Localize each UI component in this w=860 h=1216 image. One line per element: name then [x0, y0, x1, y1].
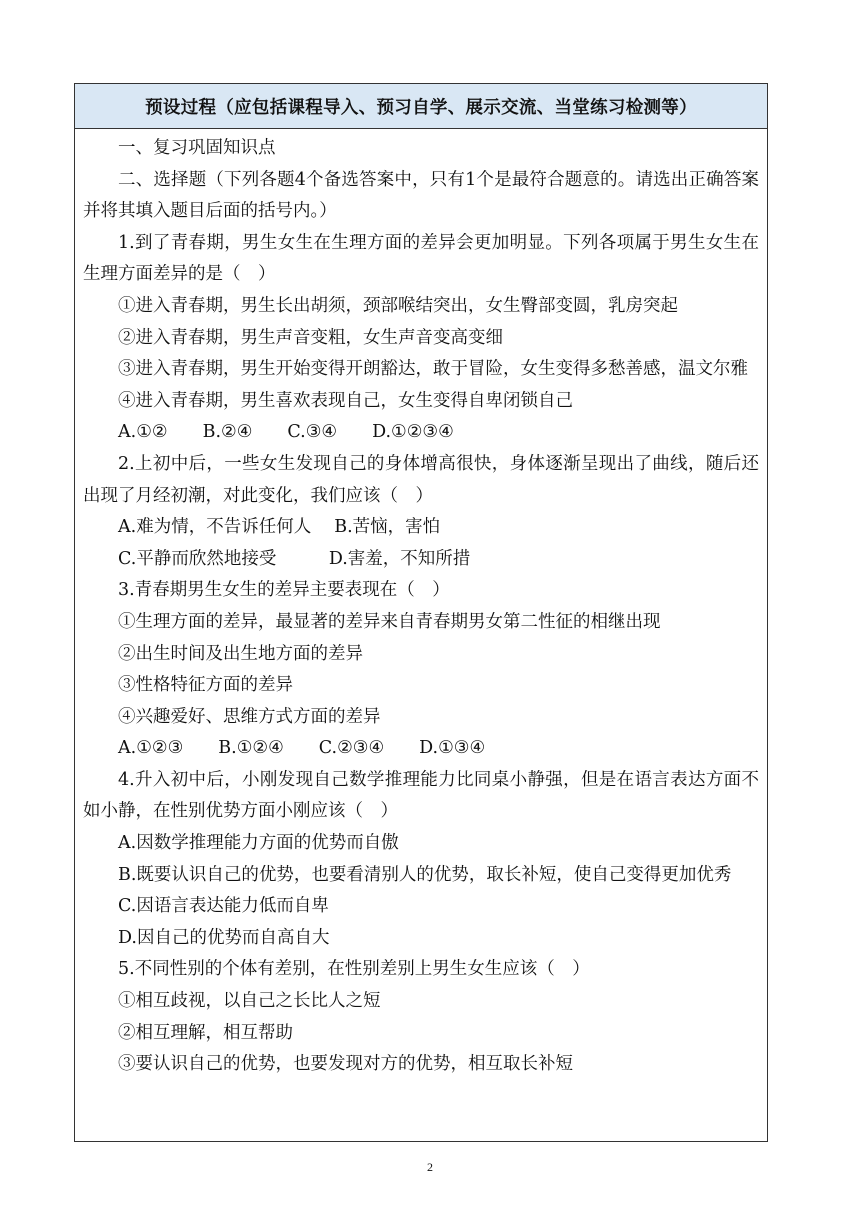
question-3-item-1: ①生理方面的差异，最显著的差异来自青春期男女第二性征的相继出现 — [118, 611, 661, 632]
question-2-options-cd: C.平静而欣然地接受 D.害羞，不知所措 — [118, 548, 471, 569]
question-5-item-2: ②相互理解，相互帮助 — [118, 1022, 293, 1043]
question-1-item-3: ③进入青春期，男生开始变得开朗豁达，敢于冒险，女生变得多愁善感，温文尔雅 — [118, 359, 748, 380]
table-body — [75, 129, 767, 1081]
page-number: 2 — [427, 1160, 433, 1174]
question-4-option-c: C.因语言表达能力低而自卑 — [118, 896, 329, 917]
question-5-item-3: ③要认识自己的优势，也要发现对方的优势，相互取长补短 — [118, 1054, 573, 1075]
question-1-stem: 1.到了青春期，男生女生在生理方面的差异会更加明显。下列各项属于男生女生在生理方面差异的是（ ） — [83, 232, 759, 285]
question-3-stem: 3.青春期男生女生的差异主要表现在（ ） — [118, 580, 450, 601]
question-1-item-2: ②进入青春期，男生声音变粗，女生声音变高变细 — [118, 327, 503, 348]
table-header: 预设过程（应包括课程导入、预习自学、展示交流、当堂练习检测等） — [75, 84, 767, 129]
question-4-option-d: D.因自己的优势而自高自大 — [118, 927, 330, 948]
question-1-item-4: ④进入青春期，男生喜欢表现自己，女生变得自卑闭锁自己 — [118, 390, 573, 411]
question-4-stem: 4.升入初中后，小刚发现自己数学推理能力比同桌小静强，但是在语言表达方面不如小静，在性别优势方面小刚应该（ ） — [83, 769, 759, 822]
question-2-options-ab: A.难为情，不告诉任何人 B.苦恼，害怕 — [118, 517, 441, 538]
question-5-stem: 5.不同性别的个体有差别，在性别差别上男生女生应该（ ） — [118, 959, 590, 980]
question-4-option-a: A.因数学推理能力方面的优势而自傲 — [118, 833, 399, 854]
section-heading-review: 一、复习巩固知识点 — [118, 138, 276, 158]
section-heading-choice: 二、选择题（下列各题4个备选答案中，只有1个是最符合题意的。请选出正确答案并将其填入题目后面的括号内。） — [83, 169, 759, 222]
question-3-item-3: ③性格特征方面的差异 — [118, 675, 293, 696]
question-4-option-b: B.既要认识自己的优势，也要看清别人的优势，取长补短，使自己变得更加优秀 — [118, 864, 732, 885]
question-2-stem: 2.上初中后，一些女生发现自己的身体增高很快，身体逐渐呈现出了曲线，随后还出现了月经初潮，对此变化，我们应该（ ） — [83, 453, 759, 506]
question-3-options: A.①②③ B.①②④ C.②③④ D.①③④ — [118, 738, 486, 759]
lesson-table — [74, 83, 768, 1142]
question-3-item-4: ④兴趣爱好、思维方式方面的差异 — [118, 706, 381, 727]
question-5-item-1: ①相互歧视，以自己之长比人之短 — [118, 991, 381, 1012]
question-3-item-2: ②出生时间及出生地方面的差异 — [118, 643, 363, 664]
question-1-item-1: ①进入青春期，男生长出胡须，颈部喉结突出，女生臀部变圆，乳房突起 — [118, 295, 678, 316]
question-1-options: A.①② B.②④ C.③④ D.①②③④ — [118, 422, 454, 443]
